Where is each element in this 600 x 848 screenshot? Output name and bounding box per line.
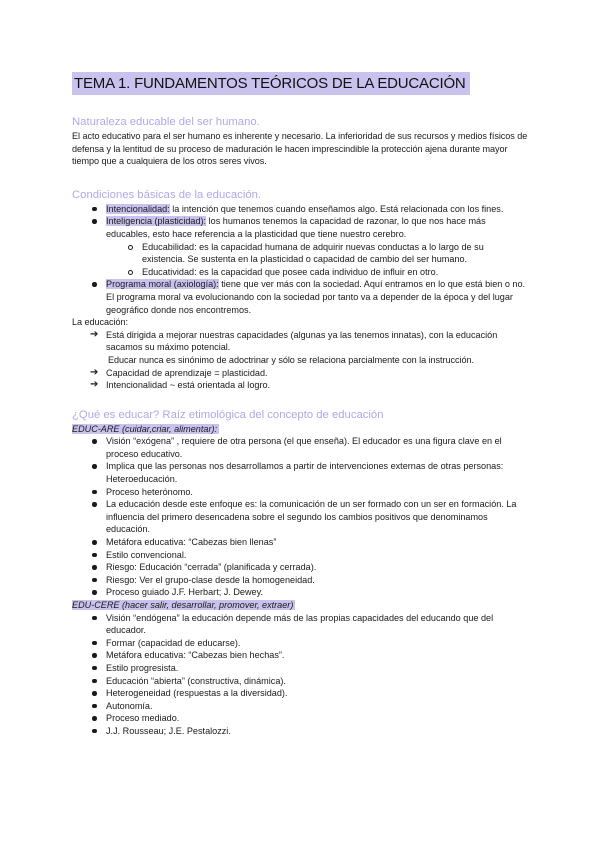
arrow-icon: ➔ [90, 328, 99, 340]
arrow-icon: ➔ [90, 366, 99, 378]
list-item: Riesgo: Educación “cerrada” (planificada y cerrada). [72, 561, 528, 574]
arrow-item: ➔ Está dirigida a mejorar nuestras capacidades (algunas ya las tenemos innatas), con la educación sacamos su máximo potencial. [90, 328, 498, 353]
educere-heading: EDU-CERE (hacer salir, desarrollar, promover, extraer) [72, 600, 294, 610]
sub-list-item: Educatividad: es la capacidad que posee cada individuo de influir en otro. [72, 266, 528, 279]
list-item: Riesgo: Ver el grupo-clase desde la homogeneidad. [72, 574, 528, 587]
section-paragraph-naturaleza: El acto educativo para el ser humano es inherente y necesario. La inferioridad de sus recursos y medios físicos de defensa y la lentitud de su proceso de maduración le hacen imprescindible la protección ajena durante mayor tiempo que a cualquiera de los otros seres vivos. [72, 131, 528, 167]
list-item: Educación “abierta” (constructiva, dinámica). [72, 675, 528, 688]
list-item: Heterogeneidad (respuestas a la diversidad). [72, 687, 528, 700]
term-programa-moral: Programa moral (axiología): [106, 279, 219, 290]
term-inteligencia: Inteligencia (plasticidad): [106, 216, 207, 227]
list-item: Proceso mediado. [72, 712, 528, 725]
arrow-item: ➔ Intencionalidad ~ está orientada al logro. [90, 379, 271, 391]
conditions-list-cont [72, 278, 528, 316]
section-heading-que-es-educar: ¿Qué es educar? Raíz etimológica del concepto de educación [72, 408, 384, 421]
list-item: J.J. Rousseau; J.E. Pestalozzi. [72, 725, 528, 738]
arrow-continuation: Educar nunca es sinónimo de adoctrinar y sólo se relaciona parcialmente con la instrucción. [108, 354, 474, 365]
list-item: Metáfora educativa: “Cabezas bien hechas”. [72, 649, 528, 662]
la-educacion-label: La educación: [72, 317, 128, 328]
page-title: TEMA 1. FUNDAMENTOS TEÓRICOS DE LA EDUCACIÓN [72, 72, 470, 95]
document-content [72, 72, 528, 738]
sub-list-item: Educabilidad: es la capacidad humana de adquirir nuevas conductas a lo largo de su existencia. Se sustenta en la plasticidad o capacidad de cambio del ser humano. [72, 241, 528, 266]
list-item: Proceso guiado J.F. Herbart; J. Dewey. [72, 586, 528, 599]
term-intencionalidad: Intencionalidad: [106, 203, 170, 214]
conditions-list [72, 203, 528, 241]
section-heading-condiciones: Condiciones básicas de la educación. [72, 188, 262, 201]
education-arrow-list-cont [72, 367, 528, 392]
list-item: Visión “exógena” , requiere de otra persona (el que enseña). El educador es una figura clave en el proceso educativo. [72, 435, 528, 460]
arrow-icon: ➔ [90, 379, 99, 391]
list-item: Autonomía. [72, 700, 528, 713]
list-item: Programa moral (axiología): tiene que ver más con la sociedad. Aquí entramos en lo que está bien o no. El programa moral va evolucionando con la sociedad por tanto va a depender de la época y del lugar geográfico donde nos encontremos. [72, 278, 528, 316]
list-item: Proceso heterónomo. [72, 486, 528, 499]
educare-list [72, 435, 528, 599]
list-item: Inteligencia (plasticidad): los humanos tenemos la capacidad de razonar, lo que nos hace más educables, esto hace referencia a la plasticidad que tiene nuestro cerebro. [72, 215, 528, 240]
list-item: Formar (capacidad de educarse). [72, 637, 528, 650]
list-item: Implica que las personas nos desarrollamos a partir de intervenciones externas de otras personas: Heteroeducación. [72, 460, 528, 485]
plasticity-sublist [72, 241, 528, 279]
list-item: Intencionalidad: la intención que tenemos cuando enseñamos algo. Está relacionada con los fines. [72, 203, 528, 216]
list-item: Visión “endógena” la educación depende más de las propias capacidades del educando que del educador. [72, 612, 528, 637]
educere-list [72, 612, 528, 738]
list-item: Estilo convencional. [72, 549, 528, 562]
arrow-item: ➔ Capacidad de aprendizaje = plasticidad. [90, 366, 268, 378]
educare-heading: EDUC-ARE (cuidar,criar, alimentar): [72, 423, 218, 434]
list-item: Metáfora educativa: “Cabezas bien llenas” [72, 536, 528, 549]
education-arrow-list [72, 329, 528, 354]
list-item: La educación desde este enfoque es: la comunicación de un ser formado con un ser en formación. La influencia del primero desencadena sobre el segundo los cambios positivos que denominamos educación. [72, 498, 528, 536]
list-item: Estilo progresista. [72, 662, 528, 675]
section-heading-naturaleza: Naturaleza educable del ser humano. [72, 116, 260, 128]
